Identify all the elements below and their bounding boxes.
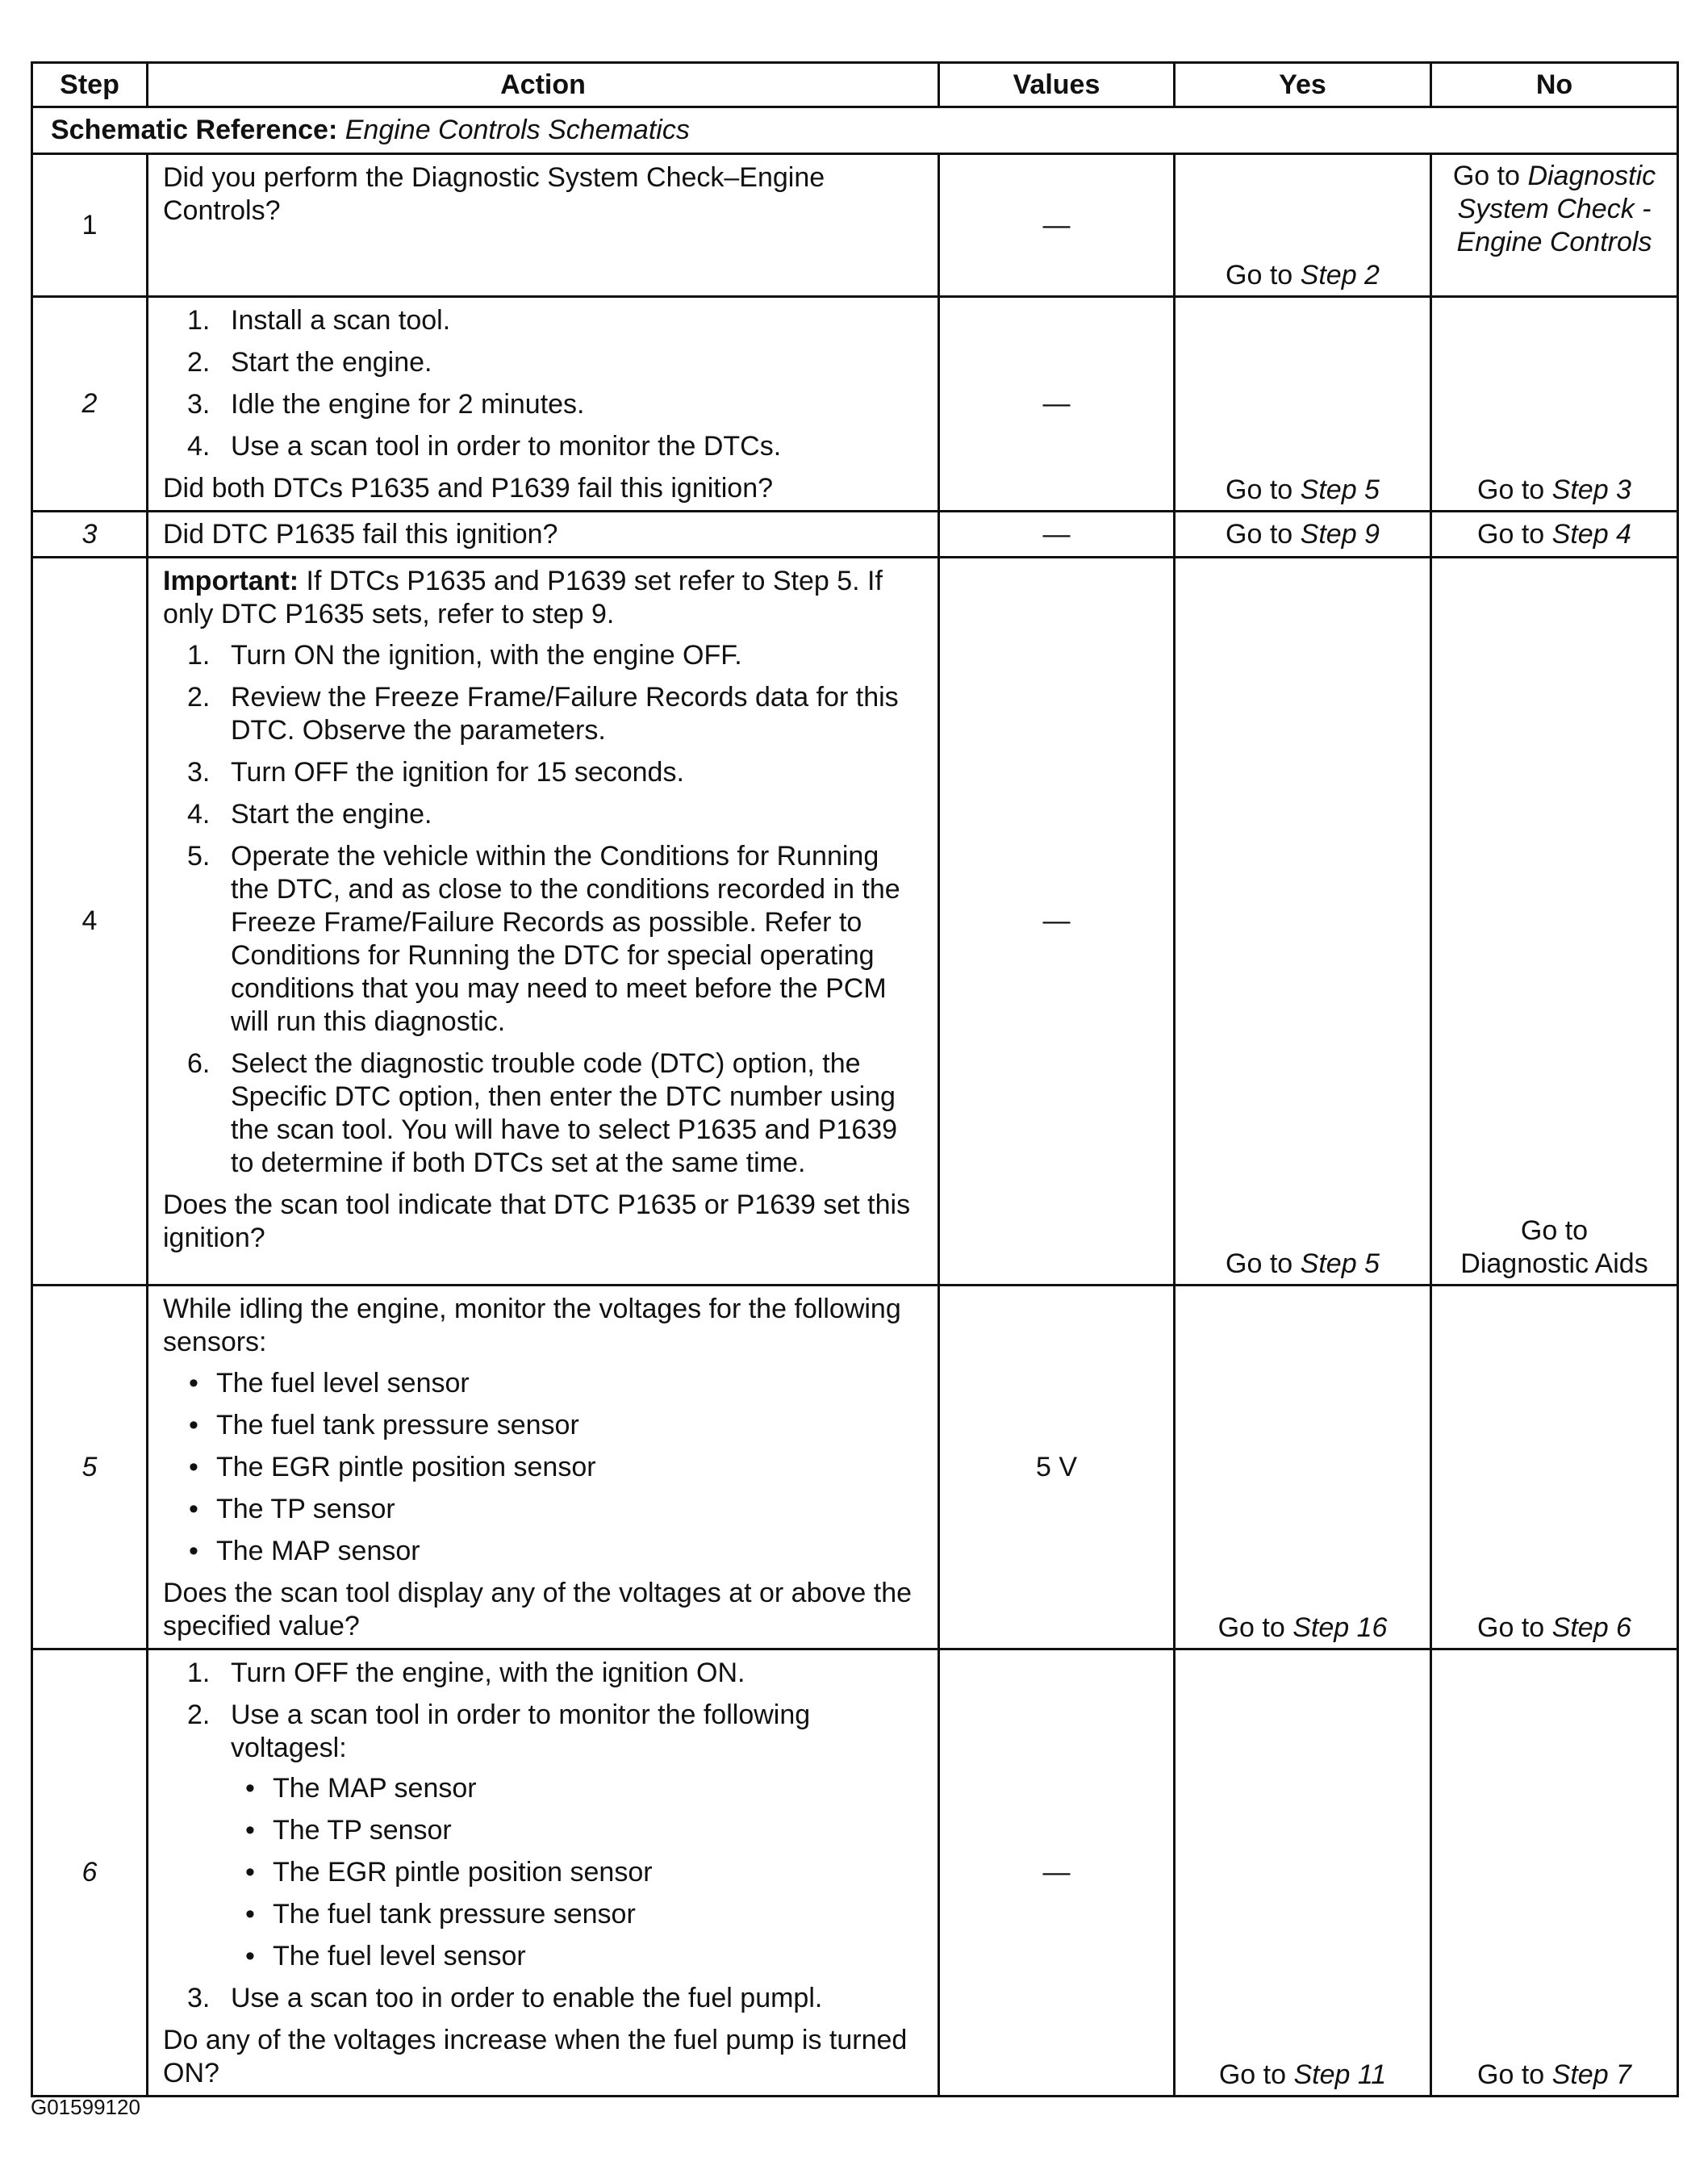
values-cell: — bbox=[939, 558, 1175, 1286]
yes-prefix: Go to bbox=[1226, 475, 1293, 505]
header-row bbox=[32, 63, 1678, 107]
action-cell bbox=[148, 558, 939, 1286]
no-prefix: Go to bbox=[1520, 1215, 1589, 1246]
action-steps bbox=[163, 639, 923, 1180]
yes-prefix: Go to bbox=[1226, 518, 1293, 550]
table-row-step-4 bbox=[32, 558, 1678, 1286]
diagnostic-table bbox=[31, 61, 1679, 2097]
no-prefix: Go to bbox=[1452, 161, 1520, 191]
schematic-reference-label: Schematic Reference: bbox=[51, 115, 338, 145]
step-number: 3 bbox=[32, 512, 148, 558]
values-cell: — bbox=[939, 297, 1175, 512]
header-no: No bbox=[1431, 63, 1678, 107]
table-row-step-3 bbox=[32, 512, 1678, 558]
yes-step-link[interactable]: Step 2 bbox=[1300, 260, 1380, 291]
header-action: Action bbox=[148, 63, 939, 107]
action-steps bbox=[163, 1657, 923, 2015]
yes-step-link[interactable]: Step 11 bbox=[1293, 2059, 1387, 2090]
action-question: Does the scan tool indicate that DTC P1635 or P1639 set this ignition? bbox=[163, 1189, 911, 1253]
action-cell bbox=[148, 512, 939, 558]
sensor-list-item: • The MAP sensor bbox=[231, 1772, 923, 1805]
step-number: 4 bbox=[32, 558, 148, 1286]
sensor-list-item: • The fuel level sensor bbox=[163, 1367, 923, 1400]
sensor-list-item: • The EGR pintle position sensor bbox=[163, 1451, 923, 1484]
action-step-item: 3. Idle the engine for 2 minutes. bbox=[187, 389, 585, 420]
yes-cell bbox=[1175, 512, 1431, 558]
action-step-item: 4. Use a scan tool in order to monitor the DTCs. bbox=[187, 431, 782, 462]
sensor-list-item: • The fuel tank pressure sensor bbox=[163, 1409, 923, 1442]
action-step-item: 1. Turn OFF the engine, with the ignition ON. bbox=[187, 1658, 745, 1688]
no-cell bbox=[1431, 512, 1678, 558]
yes-prefix: Go to bbox=[1226, 1248, 1293, 1279]
sensor-list-item: • The EGR pintle position sensor bbox=[231, 1856, 923, 1889]
sensor-list-item: • The fuel tank pressure sensor bbox=[231, 1898, 923, 1931]
important-note bbox=[163, 565, 923, 631]
important-text: If DTCs P1635 and P1639 set refer to Step 5. If only DTC P1635 sets, refer to step 9. bbox=[163, 566, 883, 629]
no-cell bbox=[1431, 1286, 1678, 1649]
no-prefix: Go to bbox=[1477, 518, 1545, 550]
sensor-list-item: • The TP sensor bbox=[163, 1493, 923, 1526]
yes-prefix: Go to bbox=[1217, 1612, 1285, 1643]
header-yes: Yes bbox=[1175, 63, 1431, 107]
schematic-reference bbox=[32, 107, 1678, 154]
header-step: Step bbox=[32, 63, 148, 107]
action-question: Do any of the voltages increase when the fuel pump is turned ON? bbox=[163, 2025, 908, 2088]
yes-step-link[interactable]: Step 9 bbox=[1300, 518, 1380, 550]
yes-prefix: Go to bbox=[1226, 260, 1293, 291]
yes-cell bbox=[1175, 1649, 1431, 2097]
step-number: 2 bbox=[32, 297, 148, 512]
no-step-link[interactable]: Step 7 bbox=[1551, 2059, 1631, 2090]
yes-cell bbox=[1175, 297, 1431, 512]
step-number: 5 bbox=[32, 1286, 148, 1649]
action-question: Does the scan tool display any of the voltages at or above the specified value? bbox=[163, 1578, 912, 1641]
no-prefix: Go to bbox=[1477, 1612, 1545, 1643]
values-cell: — bbox=[939, 1649, 1175, 2097]
sensor-list-item: • The MAP sensor bbox=[163, 1535, 923, 1568]
action-step-item: 1. Turn ON the ignition, with the engine OFF. bbox=[187, 640, 742, 671]
action-question: Did DTC P1635 fail this ignition? bbox=[163, 518, 558, 550]
yes-cell bbox=[1175, 154, 1431, 297]
yes-prefix: Go to bbox=[1218, 2059, 1287, 2090]
step-number: 1 bbox=[32, 154, 148, 297]
action-cell bbox=[148, 1649, 939, 2097]
values-cell: — bbox=[939, 154, 1175, 297]
action-question: Did you perform the Diagnostic System Check–Engine Controls? bbox=[163, 162, 825, 226]
no-prefix: Go to bbox=[1477, 2059, 1545, 2090]
no-diagnostic-check-link[interactable]: Diagnostic System Check - Engine Controls bbox=[1456, 161, 1656, 257]
yes-step-link[interactable]: Step 5 bbox=[1300, 475, 1380, 505]
yes-step-link[interactable]: Step 16 bbox=[1292, 1612, 1388, 1643]
table-row-step-5 bbox=[32, 1286, 1678, 1649]
action-step-item: 3. Use a scan too in order to enable the fuel pumpl. bbox=[187, 1983, 823, 2013]
action-steps bbox=[163, 304, 923, 463]
table-row-step-1 bbox=[32, 154, 1678, 297]
no-cell bbox=[1431, 154, 1678, 297]
sensor-list-item: • The fuel level sensor bbox=[231, 1940, 923, 1973]
action-cell bbox=[148, 297, 939, 512]
no-cell bbox=[1431, 297, 1678, 512]
action-step-item: 2. Review the Freeze Frame/Failure Records data for this DTC. Observe the parameters. bbox=[187, 682, 899, 746]
sensor-list-item: • The TP sensor bbox=[231, 1814, 923, 1847]
action-question: Did both DTCs P1635 and P1639 fail this ignition? bbox=[163, 473, 774, 504]
sensor-list bbox=[163, 1367, 923, 1568]
yes-cell bbox=[1175, 1286, 1431, 1649]
values-cell: — bbox=[939, 512, 1175, 558]
action-step-item: 1. Install a scan tool. bbox=[187, 305, 451, 336]
action-step-item: 4. Start the engine. bbox=[187, 799, 432, 830]
no-cell bbox=[1431, 1649, 1678, 2097]
action-intro: While idling the engine, monitor the voltages for the following sensors: bbox=[163, 1294, 901, 1357]
values-cell: 5 V bbox=[939, 1286, 1175, 1649]
action-step-item: 3. Turn OFF the ignition for 15 seconds. bbox=[187, 757, 684, 788]
table-row-step-2 bbox=[32, 297, 1678, 512]
schematic-reference-link[interactable]: Engine Controls Schematics bbox=[345, 115, 690, 145]
no-step-link[interactable]: Step 3 bbox=[1551, 475, 1631, 505]
voltage-sensor-list bbox=[231, 1772, 923, 1973]
no-prefix: Go to bbox=[1477, 475, 1545, 505]
step-number: 6 bbox=[32, 1649, 148, 2097]
diagnostic-table-sheet bbox=[31, 61, 1677, 2097]
yes-cell bbox=[1175, 558, 1431, 1286]
action-step-item: 5. Operate the vehicle within the Conditions for Running the DTC, and as close to the conditions recorded in the Freeze Frame/Failure Records as possible. Refer to Conditions for Running the DTC for special operating conditions that you may need to meet before the PCM will run this diagnostic. bbox=[187, 841, 900, 1037]
figure-code: G01599120 bbox=[31, 2095, 140, 2119]
schematic-reference-row bbox=[32, 107, 1678, 154]
yes-step-link[interactable]: Step 5 bbox=[1300, 1248, 1380, 1279]
no-step-link[interactable]: Step 4 bbox=[1551, 518, 1631, 550]
action-cell bbox=[148, 154, 939, 297]
no-diagnostic-aids-link[interactable]: Diagnostic Aids bbox=[1460, 1248, 1648, 1279]
action-step-item: 6. Select the diagnostic trouble code (DTC) option, the Specific DTC option, then enter the DTC number using the scan tool. You will have to select P1635 and P1639 to determine if both DTCs set at the same time. bbox=[187, 1048, 898, 1178]
action-step-item: 2. Start the engine. bbox=[187, 347, 432, 378]
important-label: Important: bbox=[163, 566, 299, 596]
table-row-step-6 bbox=[32, 1649, 1678, 2097]
no-step-link[interactable]: Step 6 bbox=[1551, 1612, 1631, 1643]
action-cell bbox=[148, 1286, 939, 1649]
no-cell bbox=[1431, 558, 1678, 1286]
header-values: Values bbox=[939, 63, 1175, 107]
action-step-item: 2. Use a scan tool in order to monitor the following voltagesl: • The MAP sensor • The TP sensor • The EGR pintle position sensor • The fuel tank pressure sensor • The fuel level sensor bbox=[163, 1699, 923, 1973]
